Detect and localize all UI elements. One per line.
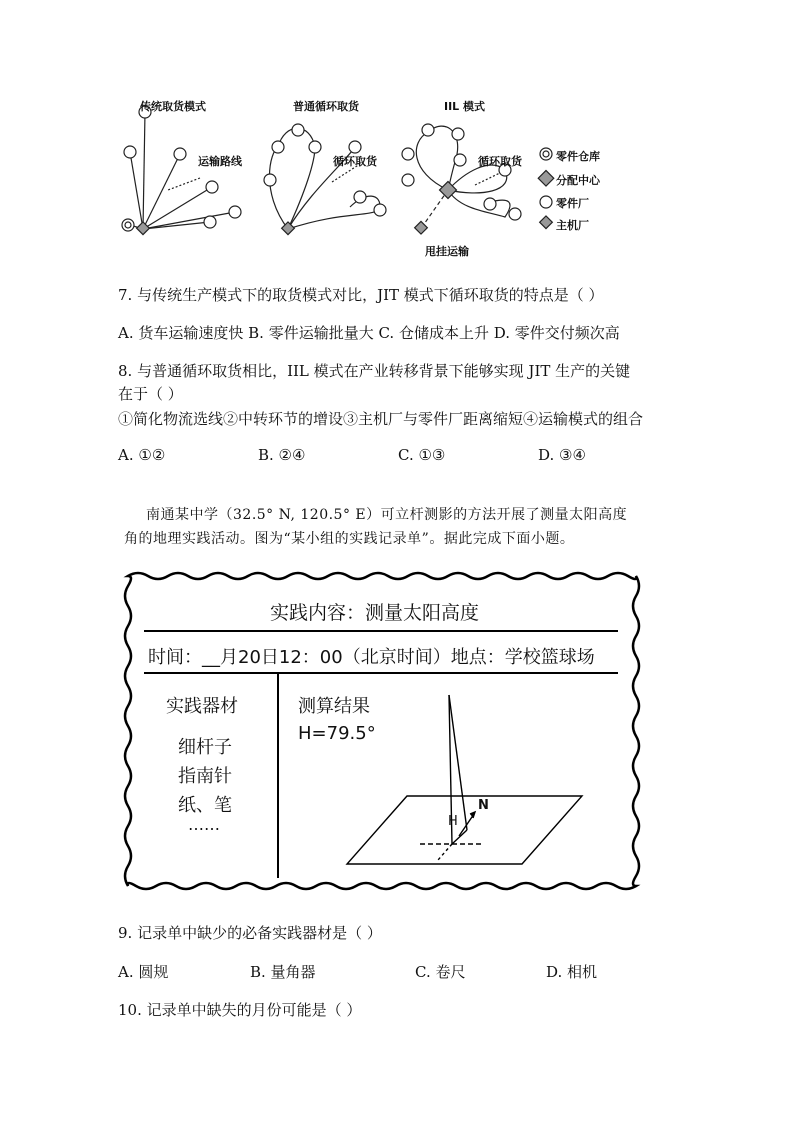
intro-line2: 角的地理实践活动。图为“某小组的实践记录单”。据此完成下面小题。 — [124, 531, 575, 547]
result-value: H=79.5° — [298, 723, 376, 744]
card-title: 实践内容：测量太阳高度 — [270, 602, 480, 624]
legend-parts-factory: 零件厂 — [556, 197, 589, 210]
legend-distribution-center: 分配中心 — [556, 174, 600, 187]
q8-stem-line1: 8. 与普通循环取货相比，IIL 模式在产业转移背景下能够实现 JIT 生产的关键 — [118, 362, 631, 380]
q8-option-b[interactable]: B. ②④ — [258, 446, 306, 464]
iil-mode-title: IIL 模式 — [444, 100, 486, 113]
transport-route-label: 运输路线 — [198, 155, 242, 168]
iil-mode-graphic — [402, 124, 521, 234]
equipment-item: 细杆子 — [178, 737, 232, 758]
legend-warehouse: 零件仓库 — [556, 150, 600, 163]
logistics-diagram-svg — [110, 92, 630, 262]
card-time-location: 时间：__月20日12：00（北京时间）地点：学校篮球场 — [148, 647, 595, 668]
iil-milkrun-label: 循环取货 — [478, 155, 522, 168]
q8-statements: ①简化物流选线②中转环节的增设③主机厂与零件厂距离缩短④运输模式的组合 — [118, 410, 644, 428]
equipment-item: 指南针 — [178, 766, 232, 787]
q7-stem: 7. 与传统生产模式下的取货模式对比，JIT 模式下循环取货的特点是（ ） — [118, 286, 604, 304]
q9-option-b[interactable]: B. 量角器 — [250, 963, 316, 981]
traditional-mode-title: 传统取货模式 — [140, 100, 206, 113]
result-header: 测算结果 — [298, 696, 370, 717]
legend-symbols — [538, 148, 554, 229]
drop-hook-label: 甩挂运输 — [425, 245, 469, 258]
q8-stem-line2: 在于（ ） — [118, 385, 183, 403]
q9-option-a[interactable]: A. 圆规 — [118, 963, 169, 981]
q9-stem: 9. 记录单中缺少的必备实践器材是（ ） — [118, 924, 382, 942]
equipment-item: …… — [188, 815, 220, 834]
equipment-item: 纸、笔 — [178, 795, 232, 816]
shadow-measurement-figure — [347, 695, 582, 864]
milkrun-mode-graphic — [264, 124, 386, 235]
legend-main-factory: 主机厂 — [556, 219, 589, 232]
q8-option-a[interactable]: A. ①② — [118, 446, 166, 464]
q9-option-d[interactable]: D. 相机 — [546, 963, 598, 981]
q8-option-c[interactable]: C. ①③ — [398, 446, 446, 464]
milkrun-mode-title: 普通循环取货 — [293, 100, 359, 113]
q8-option-d[interactable]: D. ③④ — [538, 446, 586, 464]
intro-line1: 南通某中学（32.5° N, 120.5° E）可立杆测影的方法开展了测量太阳高度 — [146, 507, 628, 523]
angle-h-label: H — [448, 814, 458, 829]
q7-options: A. 货车运输速度快 B. 零件运输批量大 C. 仓储成本上升 D. 零件交付频次高 — [118, 324, 620, 342]
q9-option-c[interactable]: C. 卷尺 — [415, 963, 466, 981]
north-label: N — [478, 798, 489, 813]
traditional-mode-graphic — [122, 106, 241, 235]
logistics-diagram — [110, 92, 630, 262]
equipment-header: 实践器材 — [166, 696, 238, 717]
milkrun-label: 循环取货 — [333, 155, 377, 168]
q10-stem: 10. 记录单中缺失的月份可能是（ ） — [118, 1001, 362, 1019]
